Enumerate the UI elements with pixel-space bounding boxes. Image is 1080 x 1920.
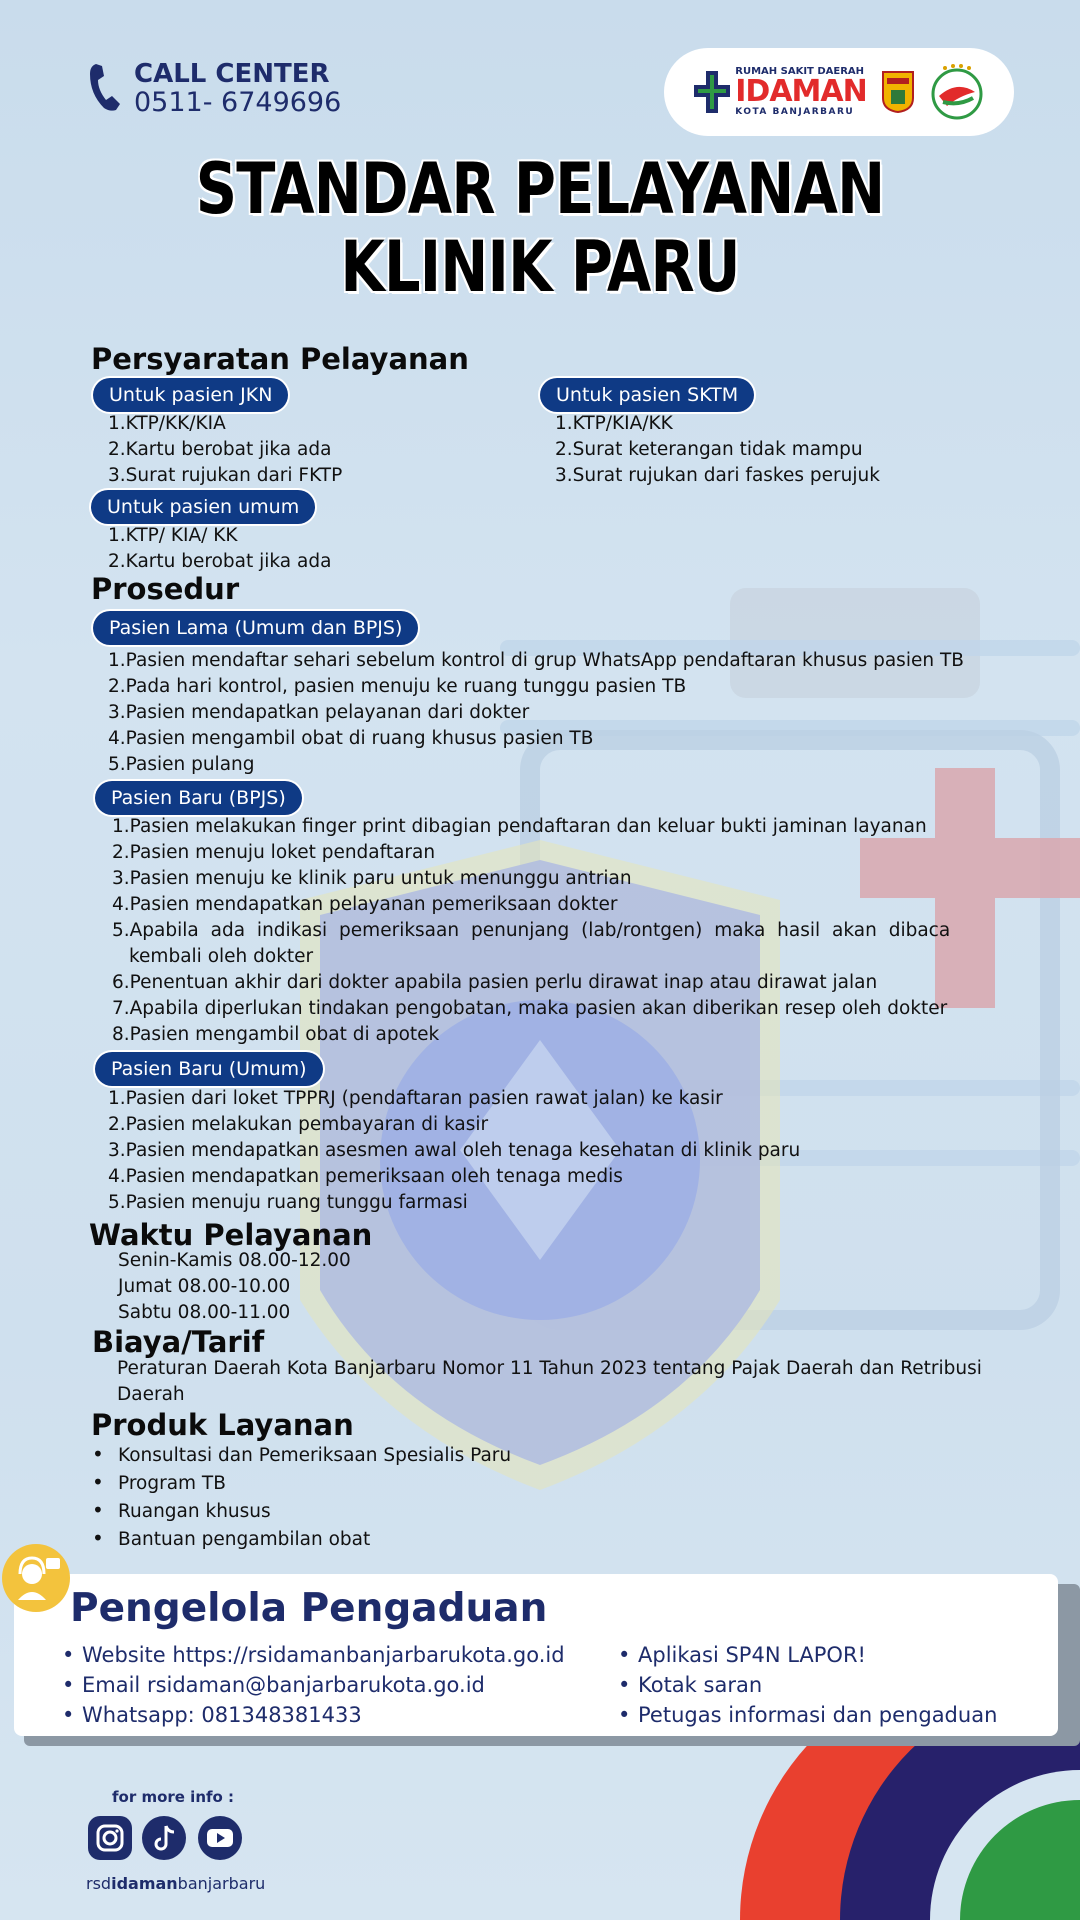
call-center-number: 0511- 6749696 xyxy=(134,87,342,118)
biaya-line1: Peraturan Daerah Kota Banjarbaru Nomor 11 Tahun 2023 tentang Pajak Daerah dan Retribusi xyxy=(117,1358,982,1379)
title-line1: STANDAR PELAYANAN xyxy=(195,148,885,230)
email-link[interactable]: • Email rsidaman@banjarbarukota.go.id xyxy=(62,1670,565,1700)
persyaratan-heading: Persyaratan Pelayanan xyxy=(91,342,469,376)
list-item: • Konsultasi dan Pemeriksaan Spesialis Paru xyxy=(92,1441,511,1469)
call-center xyxy=(88,60,341,118)
list-item: 2.Surat keterangan tidak mampu xyxy=(555,439,863,460)
list-item: 5.Pasien menuju ruang tunggu farmasi xyxy=(108,1192,468,1213)
biaya-text xyxy=(117,1356,982,1408)
pasien-baru-bpjs-list xyxy=(112,814,950,1048)
title-line2: KLINIK PARU xyxy=(340,226,740,308)
list-item: 4.Pasien mendapatkan pelayanan pemeriksaan dokter xyxy=(112,894,618,915)
list-item: • Kotak saran xyxy=(618,1670,997,1700)
list-item: 1.Pasien dari loket TPPRJ (pendaftaran pasien rawat jalan) ke kasir xyxy=(108,1088,723,1109)
list-item: 3.Pasien menuju ke klinik paru untuk menunggu antrian xyxy=(112,868,632,889)
website-link[interactable]: • Website https://rsidamanbanjarbarukota.go.id xyxy=(62,1640,565,1670)
biaya-line2: Daerah xyxy=(117,1384,185,1405)
schedule-item: Sabtu 08.00-11.00 xyxy=(118,1302,291,1323)
pasien-baru-bpjs-label: Pasien Baru (BPJS) xyxy=(95,781,302,815)
list-item: 3.Pasien mendapatkan pelayanan dari dokter xyxy=(108,702,530,723)
produk-list xyxy=(92,1441,511,1553)
schedule-item: Senin-Kamis 08.00-12.00 xyxy=(118,1250,351,1271)
list-item: 7.Apabila diperlukan tindakan pengobatan, maka pasien akan diberikan resep oleh dokter xyxy=(112,998,948,1019)
complaint-contacts xyxy=(62,1640,565,1730)
logo-line2: IDAMAN xyxy=(735,74,867,109)
list-item: 3.Surat rujukan dari FKTP xyxy=(108,465,343,486)
pasien-baru-umum-list xyxy=(108,1086,800,1216)
logo-line1: RUMAH SAKIT DAERAH xyxy=(735,66,865,77)
list-item: 1.Pasien melakukan finger print dibagian pendaftaran dan keluar bukti jaminan layanan xyxy=(112,816,927,837)
biaya-heading: Biaya/Tarif xyxy=(92,1325,265,1359)
sktm-list xyxy=(555,411,880,489)
list-item: 5.Pasien pulang xyxy=(108,754,255,775)
produk-heading: Produk Layanan xyxy=(91,1408,354,1442)
medical-cross-icon xyxy=(693,69,731,115)
list-item: 2.Pasien melakukan pembayaran di kasir xyxy=(108,1114,489,1135)
banjarbaru-emblem-icon xyxy=(881,70,915,114)
list-item: 1.Pasien mendaftar sehari sebelum kontrol di grup WhatsApp pendaftaran khusus pasien TB xyxy=(108,650,964,671)
list-item: 1.KTP/KIA/KK xyxy=(555,413,673,434)
logo-line3: KOTA BANJARBARU xyxy=(735,107,855,117)
list-item: 3.Pasien mendapatkan asesmen awal oleh tenaga kesehatan di klinik paru xyxy=(108,1140,801,1161)
schedule-item: Jumat 08.00-10.00 xyxy=(118,1276,291,1297)
list-item: 5.Apabila ada indikasi pemeriksaan penunjang (lab/rontgen) maka hasil akan dibaca xyxy=(112,920,951,941)
hospital-logo-group xyxy=(664,48,1014,136)
whatsapp-link[interactable]: • Whatsapp: 081348381433 xyxy=(62,1700,565,1730)
page-title xyxy=(97,150,983,306)
list-item: • Bantuan pengambilan obat xyxy=(92,1525,511,1553)
list-item: 4.Pasien mengambil obat di ruang khusus pasien TB xyxy=(108,728,594,749)
rs-idaman-logo xyxy=(693,66,866,118)
list-item: 3.Surat rujukan dari faskes perujuk xyxy=(555,465,880,486)
kemenkes-logo-icon xyxy=(929,62,985,122)
phone-icon xyxy=(88,60,124,118)
list-item: 2.Kartu berobat jika ada xyxy=(108,551,332,572)
list-item: 2.Pasien menuju loket pendaftaran xyxy=(112,842,436,863)
waktu-heading: Waktu Pelayanan xyxy=(89,1218,373,1252)
list-item: 6.Penentuan akhir dari dokter apabila pasien perlu dirawat inap atau dirawat jalan xyxy=(112,972,878,993)
waktu-list xyxy=(118,1248,351,1326)
pasien-lama-label: Pasien Lama (Umum dan BPJS) xyxy=(93,611,418,645)
list-item: 1.KTP/KK/KIA xyxy=(108,413,226,434)
instagram-icon[interactable] xyxy=(88,1816,132,1860)
tiktok-icon[interactable] xyxy=(142,1816,186,1860)
list-item: • Program TB xyxy=(92,1469,511,1497)
list-item: 1.KTP/ KIA/ KK xyxy=(108,525,238,546)
list-item: • Petugas informasi dan pengaduan xyxy=(618,1700,997,1730)
social-handle: rsdidamanbanjarbaru xyxy=(86,1874,266,1893)
youtube-icon[interactable] xyxy=(198,1816,242,1860)
list-item: 2.Pada hari kontrol, pasien menuju ke ruang tunggu pasien TB xyxy=(108,676,687,697)
list-item: 2.Kartu berobat jika ada xyxy=(108,439,332,460)
list-item: • Ruangan khusus xyxy=(92,1497,511,1525)
complaint-box xyxy=(14,1574,1058,1736)
pasien-baru-umum-label: Pasien Baru (Umum) xyxy=(95,1052,323,1086)
complaint-channels xyxy=(618,1640,997,1730)
jkn-label: Untuk pasien JKN xyxy=(93,378,288,412)
umum-label: Untuk pasien umum xyxy=(91,490,315,524)
complaint-heading: Pengelola Pengaduan xyxy=(70,1586,548,1631)
prosedur-heading: Prosedur xyxy=(91,572,240,606)
list-item: • Aplikasi SP4N LAPOR! xyxy=(618,1640,997,1670)
list-item-continuation: kembali oleh dokter xyxy=(129,946,314,967)
sktm-label: Untuk pasien SKTM xyxy=(540,378,754,412)
call-center-title: CALL CENTER xyxy=(134,59,330,89)
customer-service-icon xyxy=(2,1544,70,1612)
umum-list xyxy=(108,523,331,575)
jkn-list xyxy=(108,411,342,489)
list-item: 4.Pasien mendapatkan pemeriksaan oleh tenaga medis xyxy=(108,1166,623,1187)
more-info-label: for more info : xyxy=(112,1788,235,1806)
list-item: 8.Pasien mengambil obat di apotek xyxy=(112,1024,440,1045)
pasien-lama-list xyxy=(108,648,964,778)
